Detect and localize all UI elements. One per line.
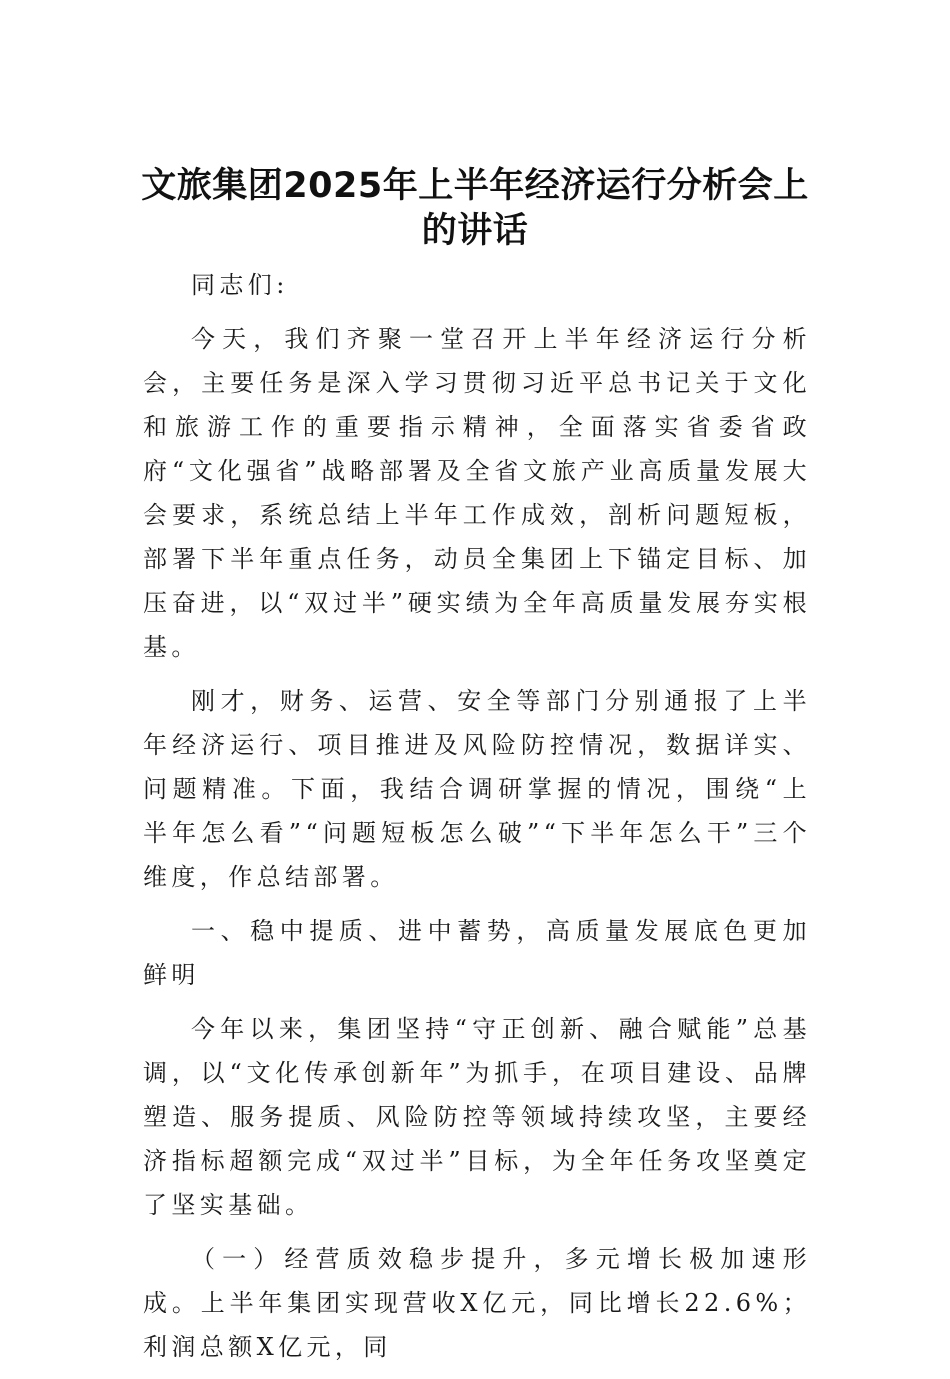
document-body bbox=[143, 263, 811, 1379]
paragraph-opening: 今天，我们齐聚一堂召开上半年经济运行分析会，主要任务是深入学习贯彻习近平总书记关于文化和旅游工作的重要指示精神，全面落实省委省政府“文化强省”战略部署及全省文旅产业高质量发展大会要求，系统总结上半年工作成效，剖析问题短板，部署下半年重点任务，动员全集团上下锚定目标、加压奋进，以“双过半”硬实绩为全年高质量发展夯实根基。 bbox=[143, 325, 811, 661]
document-title: 文旅集团2025年上半年经济运行分析会上的讲话 bbox=[141, 166, 809, 251]
section-heading-1: 一、稳中提质、进中蓄势，高质量发展底色更加鲜明 bbox=[143, 917, 811, 989]
paragraph-section-1: 今年以来，集团坚持“守正创新、融合赋能”总基调，以“文化传承创新年”为抓手，在项目建设、品牌塑造、服务提质、风险防控等领域持续攻坚，主要经济指标超额完成“双过半”目标，为全年任务攻坚奠定了坚实基础。 bbox=[143, 1015, 811, 1219]
salutation: 同志们: bbox=[191, 271, 289, 299]
paragraph-reports: 刚才，财务、运营、安全等部门分别通报了上半年经济运行、项目推进及风险防控情况，数据详实、问题精准。下面，我结合调研掌握的情况，围绕“上半年怎么看”“问题短板怎么破”“下半年怎么干”三个维度，作总结部署。 bbox=[143, 687, 811, 891]
paragraph-subsection-1: （一）经营质效稳步提升，多元增长极加速形成。上半年集团实现营收X亿元，同比增长22.6%；利润总额X亿元，同 bbox=[143, 1245, 811, 1361]
